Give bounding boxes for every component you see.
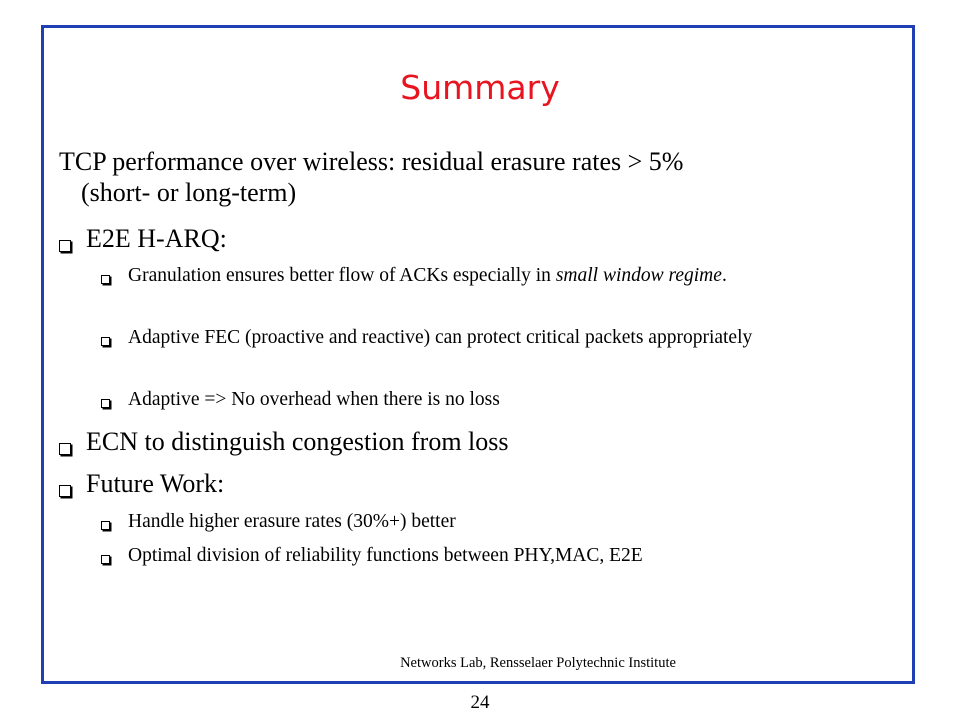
bullet-future-work: [59, 468, 224, 499]
sub-bullet-text: Adaptive => No overhead when there is no loss: [128, 389, 500, 410]
sub-bullet-text: Optimal division of reliability functions between PHY,MAC, E2E: [128, 545, 643, 566]
slide-footer: Networks Lab, Rensselaer Polytechnic Institute: [400, 655, 676, 671]
sub-bullet-higher-erasure: [101, 510, 871, 534]
sub-bullet-adaptive-fec: [101, 326, 871, 350]
slide-title: Summary: [400, 68, 560, 107]
bullet-square-icon: [101, 555, 110, 564]
bullet-square-icon: [59, 485, 71, 497]
bullet-label: E2E H-ARQ:: [86, 224, 227, 253]
page-number: 24: [470, 692, 490, 713]
sub-bullet-optimal-division: [101, 544, 871, 568]
slide-frame: [41, 25, 915, 684]
sub-bullet-granulation: [101, 264, 871, 288]
intro-line-2: (short- or long-term): [81, 178, 297, 207]
intro-line-1: TCP performance over wireless: residual erasure rates > 5%: [59, 147, 684, 176]
bullet-label: Future Work:: [86, 469, 225, 498]
bullet-square-icon: [101, 337, 110, 346]
sub-bullet-text-end: .: [721, 265, 727, 286]
sub-bullet-emphasis: small window regime: [555, 265, 722, 286]
intro-text: [59, 146, 879, 208]
sub-bullet-text: Handle higher erasure rates (30%+) better: [128, 511, 456, 532]
bullet-square-icon: [101, 275, 110, 284]
sub-bullet-text: [101, 264, 871, 288]
sub-bullet-text: Adaptive FEC (proactive and reactive) can protect critical packets appropriately: [128, 327, 753, 348]
sub-bullet-text-start: Granulation ensures better flow of ACKs especially in: [128, 265, 556, 286]
sub-bullet-adaptive-overhead: [101, 388, 871, 412]
bullet-square-icon: [59, 240, 71, 252]
bullet-square-icon: [59, 443, 71, 455]
bullet-square-icon: [101, 521, 110, 530]
bullet-square-icon: [101, 399, 110, 408]
bullet-e2e-harq: [59, 223, 227, 254]
bullet-label: ECN to distinguish congestion from loss: [86, 427, 509, 456]
bullet-ecn: [59, 426, 509, 457]
